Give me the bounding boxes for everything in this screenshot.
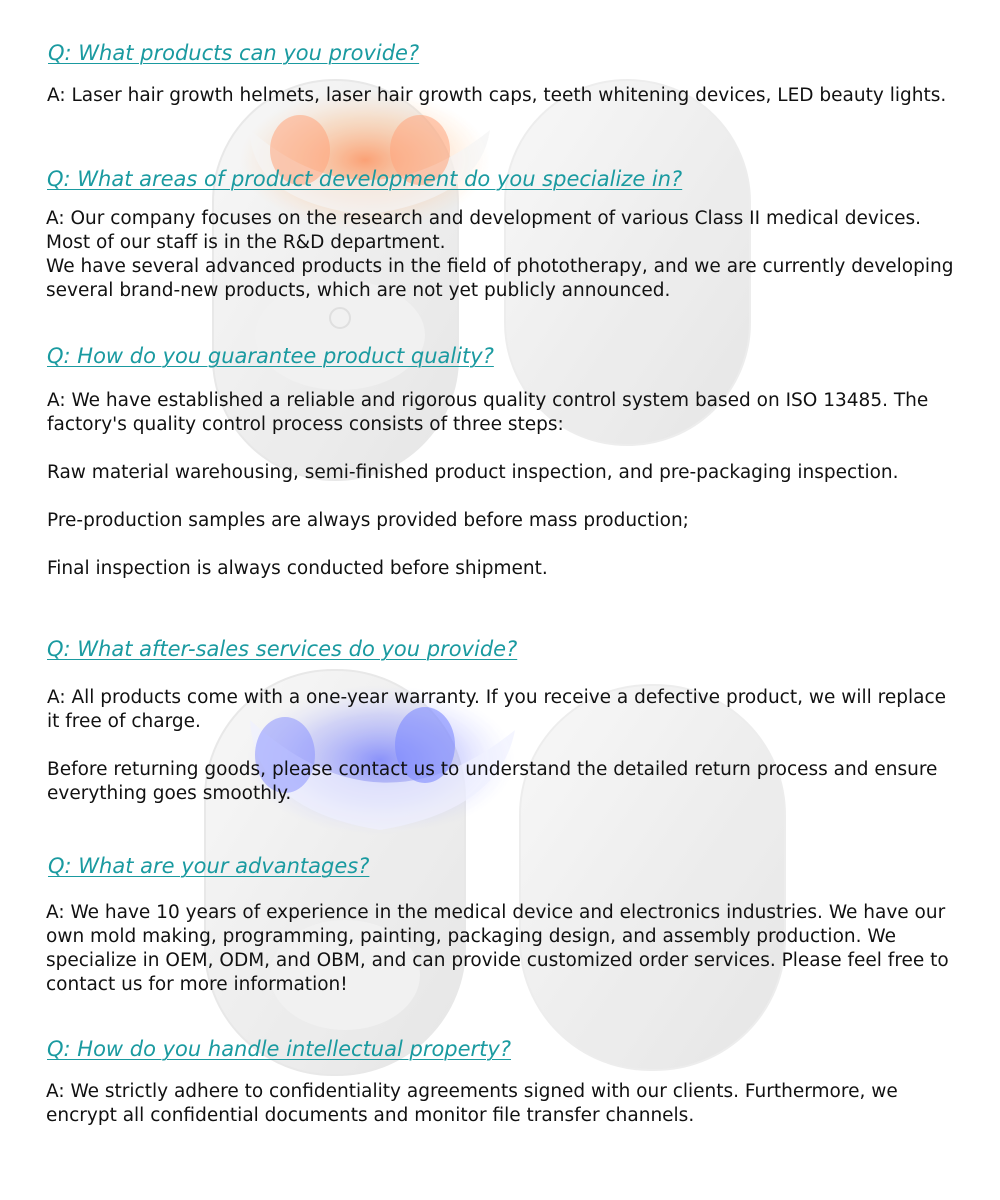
faq-answer-advantages-line-3: specialize in OEM, ODM, and OBM, and can provide customized order services. Please feel free to <box>46 950 949 971</box>
faq-answer-advantages-line-2: own mold making, programming, painting, packaging design, and assembly production. We <box>46 926 896 947</box>
faq-answer-quality-line-1: A: We have established a reliable and rigorous quality control system based on ISO 13485. The <box>47 390 929 411</box>
faq-answer-quality-line-3: Raw material warehousing, semi-finished product inspection, and pre-packaging inspection. <box>47 462 899 483</box>
faq-answer-after-sales-line-2: it free of charge. <box>47 711 201 732</box>
faq-answer-development-line-2: Most of our staff is in the R&D department. <box>46 232 446 253</box>
faq-question-intellectual-property[interactable]: Q: How do you handle intellectual property? <box>47 1037 511 1061</box>
faq-answer-after-sales-line-3: Before returning goods, please contact us to understand the detailed return process and ensure <box>47 759 938 780</box>
faq-answer-after-sales-line-4: everything goes smoothly. <box>47 783 292 804</box>
faq-answer-products-line-1: A: Laser hair growth helmets, laser hair growth caps, teeth whitening devices, LED beauty lights. <box>47 85 947 106</box>
faq-answer-intellectual-property-line-2: encrypt all confidential documents and monitor file transfer channels. <box>46 1105 695 1126</box>
faq-answer-advantages-line-4: contact us for more information! <box>46 974 348 995</box>
faq-answer-intellectual-property-line-1: A: We strictly adhere to confidentiality agreements signed with our clients. Furthermore, we <box>46 1081 898 1102</box>
faq-answer-quality-line-5: Final inspection is always conducted before shipment. <box>47 558 548 579</box>
faq-question-quality[interactable]: Q: How do you guarantee product quality? <box>47 344 494 368</box>
faq-answer-quality-line-4: Pre-production samples are always provided before mass production; <box>47 510 689 531</box>
faq-answer-development-line-4: several brand-new products, which are not yet publicly announced. <box>46 280 671 301</box>
faq-answer-after-sales-line-1: A: All products come with a one-year warranty. If you receive a defective product, we will replace <box>47 687 947 708</box>
faq-question-after-sales[interactable]: Q: What after-sales services do you provide? <box>47 637 518 661</box>
faq-answer-advantages-line-1: A: We have 10 years of experience in the medical device and electronics industries. We have our <box>46 902 946 923</box>
faq-answer-development-line-1: A: Our company focuses on the research and development of various Class II medical devices. <box>46 208 922 229</box>
faq-answer-development-line-3: We have several advanced products in the field of phototherapy, and we are currently developing <box>46 256 954 277</box>
faq-question-advantages[interactable]: Q: What are your advantages? <box>48 854 370 878</box>
faq-answer-quality-line-2: factory's quality control process consists of three steps: <box>47 414 564 435</box>
faq-question-products[interactable]: Q: What products can you provide? <box>48 41 420 65</box>
faq-question-development[interactable]: Q: What areas of product development do you specialize in? <box>47 167 683 191</box>
